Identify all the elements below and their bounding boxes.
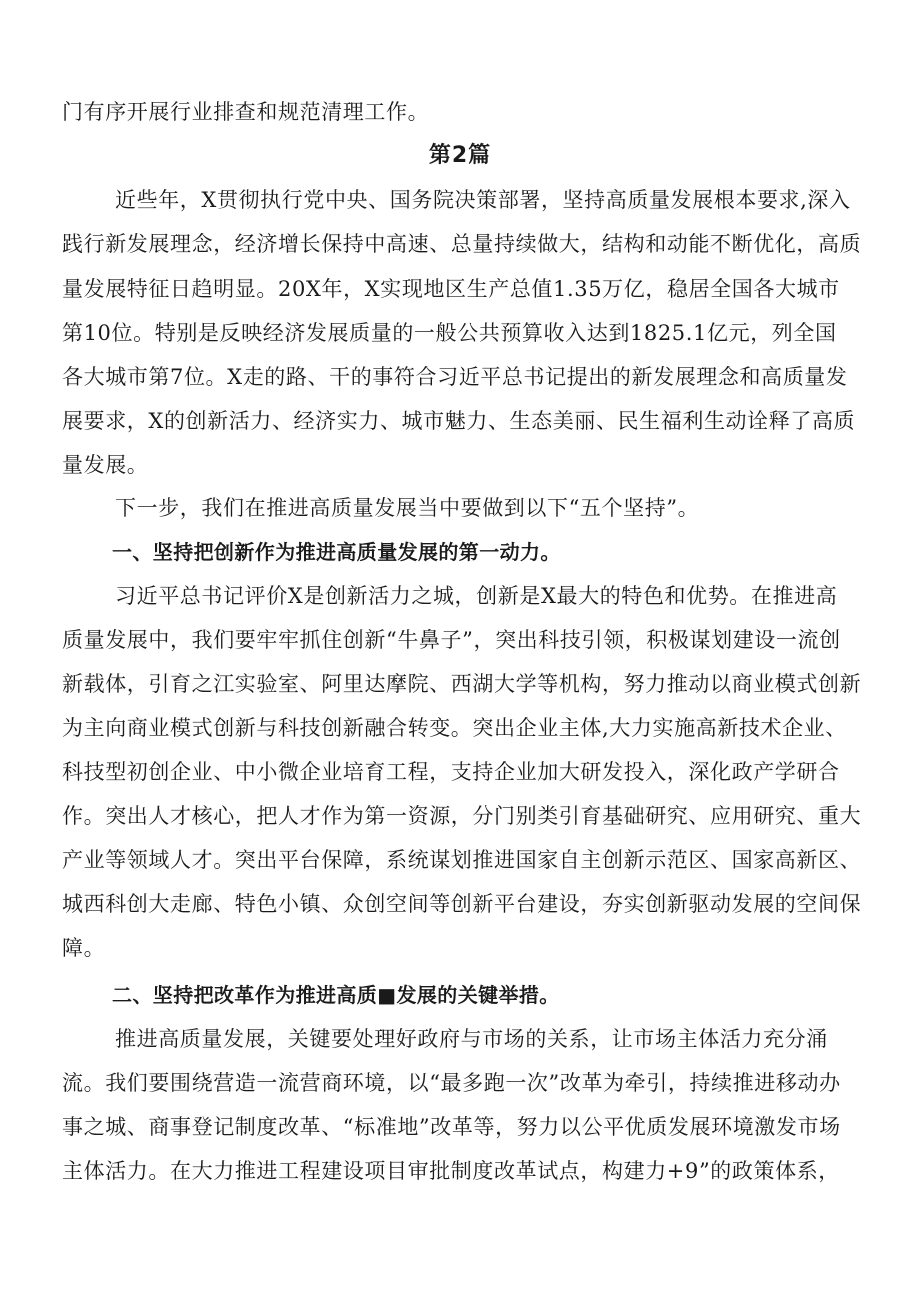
paragraph-4-line-4: 主体活力。在大力推进工程建设项目审批制度改革试点，构建力+9”的政策体系，	[62, 1159, 840, 1183]
paragraph-4-line-1: 推进高质量发展，关键要处理好政府与市场的关系，让市场主体活力充分涌	[115, 1027, 828, 1051]
paragraph-1-line-5: 各大城市第7位。X走的路、干的事符合习近平总书记提出的新发展理念和高质量发	[62, 365, 848, 389]
paragraph-1-line-3: 量发展特征日趋明显。20X年，X实现地区生产总值1.35万亿，稳居全国各大城市	[62, 277, 840, 301]
paragraph-3-line-5: 科技型初创企业、中小微企业培育工程，支持企业加大研发投入，深化政产学研合	[62, 760, 840, 784]
paragraph-3-line-9: 障。	[62, 936, 106, 960]
paragraph-1-line-1: 近些年，X贯彻执行党中央、国务院决策部署，坚持高质量发展根本要求,深入	[115, 188, 851, 212]
paragraph-1-line-2: 践行新发展理念，经济增长保持中高速、总量持续做大，结构和动能不断优化，高质	[62, 232, 862, 256]
paragraph-2-line-1: 下一步，我们在推进高质量发展当中要做到以下“五个坚持”。	[115, 496, 700, 520]
paragraph-1-line-6: 展要求，X的创新活力、经济实力、城市魅力、生态美丽、民生福利生动诠释了高质	[62, 409, 856, 433]
paragraph-3-line-8: 城西科创大走廊、特色小镇、众创空间等创新平台建设，夯实创新驱动发展的空间保	[62, 892, 862, 916]
paragraph-3-line-3: 新载体，引育之江实验室、阿里达摩院、西湖大学等机构，努力推动以商业模式创新	[62, 672, 862, 696]
text-line-continuation: 门有序开展行业排查和规范清理工作。	[62, 100, 430, 124]
paragraph-3-line-6: 作。突出人才核心，把人才作为第一资源，分门别类引育基础研究、应用研究、重大	[62, 804, 862, 828]
paragraph-3-line-1: 习近平总书记评价X是创新活力之城，创新是X最大的特色和优势。在推进高	[115, 584, 838, 608]
heading-one: 一、坚持把创新作为推进高质量发展的第一动力。	[112, 540, 561, 564]
paragraph-3-line-4: 为主向商业模式创新与科技创新融合转变。突出企业主体,大力实施高新技术企业、	[62, 716, 847, 740]
paragraph-3-line-7: 产业等领域人才。突出平台保障，系统谋划推进国家自主创新示范区、国家高新区、	[62, 848, 862, 872]
paragraph-1-line-7: 量发展。	[62, 453, 149, 477]
paragraph-1-line-4: 第10位。特别是反映经济发展质量的一般公共预算收入达到1825.1亿元，列全国	[62, 321, 837, 345]
heading-two: 二、坚持把改革作为推进高质■发展的关键举措。	[112, 983, 560, 1007]
paragraph-3-line-2: 质量发展中，我们要牢牢抓住创新“牛鼻子”，突出科技引领，积极谋划建设一流创	[62, 628, 841, 652]
paragraph-4-line-2: 流。我们要围绕营造一流营商环境，以“最多跑一次”改革为牵引，持续推进移动办	[62, 1071, 841, 1095]
section-title: 第2篇	[428, 143, 492, 168]
paragraph-4-line-3: 事之城、商事登记制度改革、“标准地”改革等，努力以公平优质发展环境激发市场	[62, 1115, 841, 1139]
